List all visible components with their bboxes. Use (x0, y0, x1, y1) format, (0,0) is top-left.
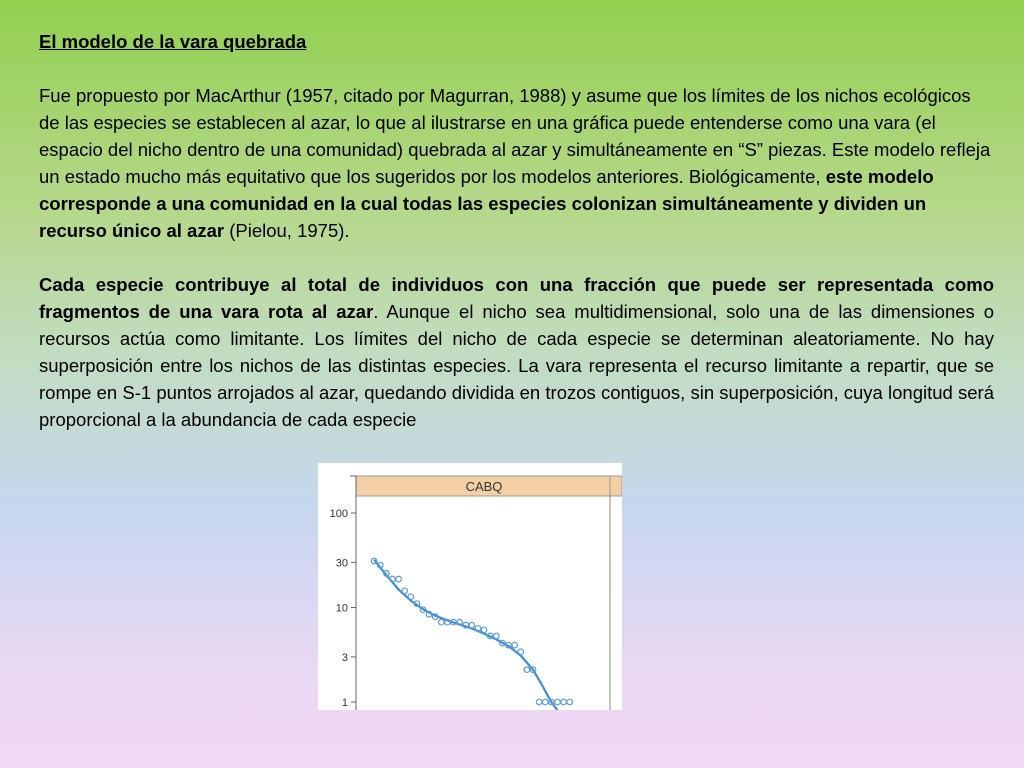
paragraph-1 (39, 82, 994, 244)
paragraph-2-tail: . Aunque el nicho sea multidimensional, solo una de las dimensiones o recursos actúa como limitante. Los límites del nicho de cada especie se determinan aleatoriamente. No hay superposición entre los nichos de las distintas especies. La vara representa el recurso limitante a repartir, que se rompe en S-1 puntos arrojados al azar, quedando dividida en trozos contiguos, sin superposición, cuya longitud será proporcional a la abundancia de cada especie (39, 301, 994, 430)
y-tick-label: 100 (329, 508, 348, 520)
paragraph-1-lead: Fue propuesto por MacArthur (1957, citado por Magurran, 1988) y asume que los límites de los nichos ecológicos de las especies se establecen al azar, lo que al ilustrarse en una gráfica puede entenderse como una vara (el espacio del nicho dentro de una comunidad) quebrada al azar y simultáneamente en “S” piezas. Este modelo refleja un estado mucho más equitativo que los sugeridos por los modelos anteriores. Biológicamente, (39, 85, 991, 187)
y-tick-label: 10 (335, 602, 348, 615)
rank-abundance-chart (318, 463, 622, 710)
paragraph-2 (39, 271, 994, 433)
paragraph-1-bold: este modelo corresponde a una comunidad en la cual todas las especies colonizan simultáneamente y dividen un recurso único al azar (39, 166, 934, 241)
slide-body (39, 28, 994, 433)
rank-abundance-figure (318, 463, 622, 710)
y-tick-label: 30 (335, 557, 348, 570)
y-tick-label: 3 (341, 651, 348, 664)
slide-title: El modelo de la vara quebrada (39, 31, 307, 52)
y-tick-label: 1 (341, 697, 348, 709)
next-panel-strip (610, 476, 622, 496)
chart-background (318, 463, 622, 710)
paragraph-2-bold: Cada especie contribuye al total de individuos con una fracción que puede ser representada como fragmentos de una vara rota al azar (39, 274, 994, 322)
panel-label: CABQ (465, 479, 503, 494)
panel-strip (356, 476, 622, 496)
paragraph-1-tail: (Pielou, 1975). (224, 220, 350, 241)
